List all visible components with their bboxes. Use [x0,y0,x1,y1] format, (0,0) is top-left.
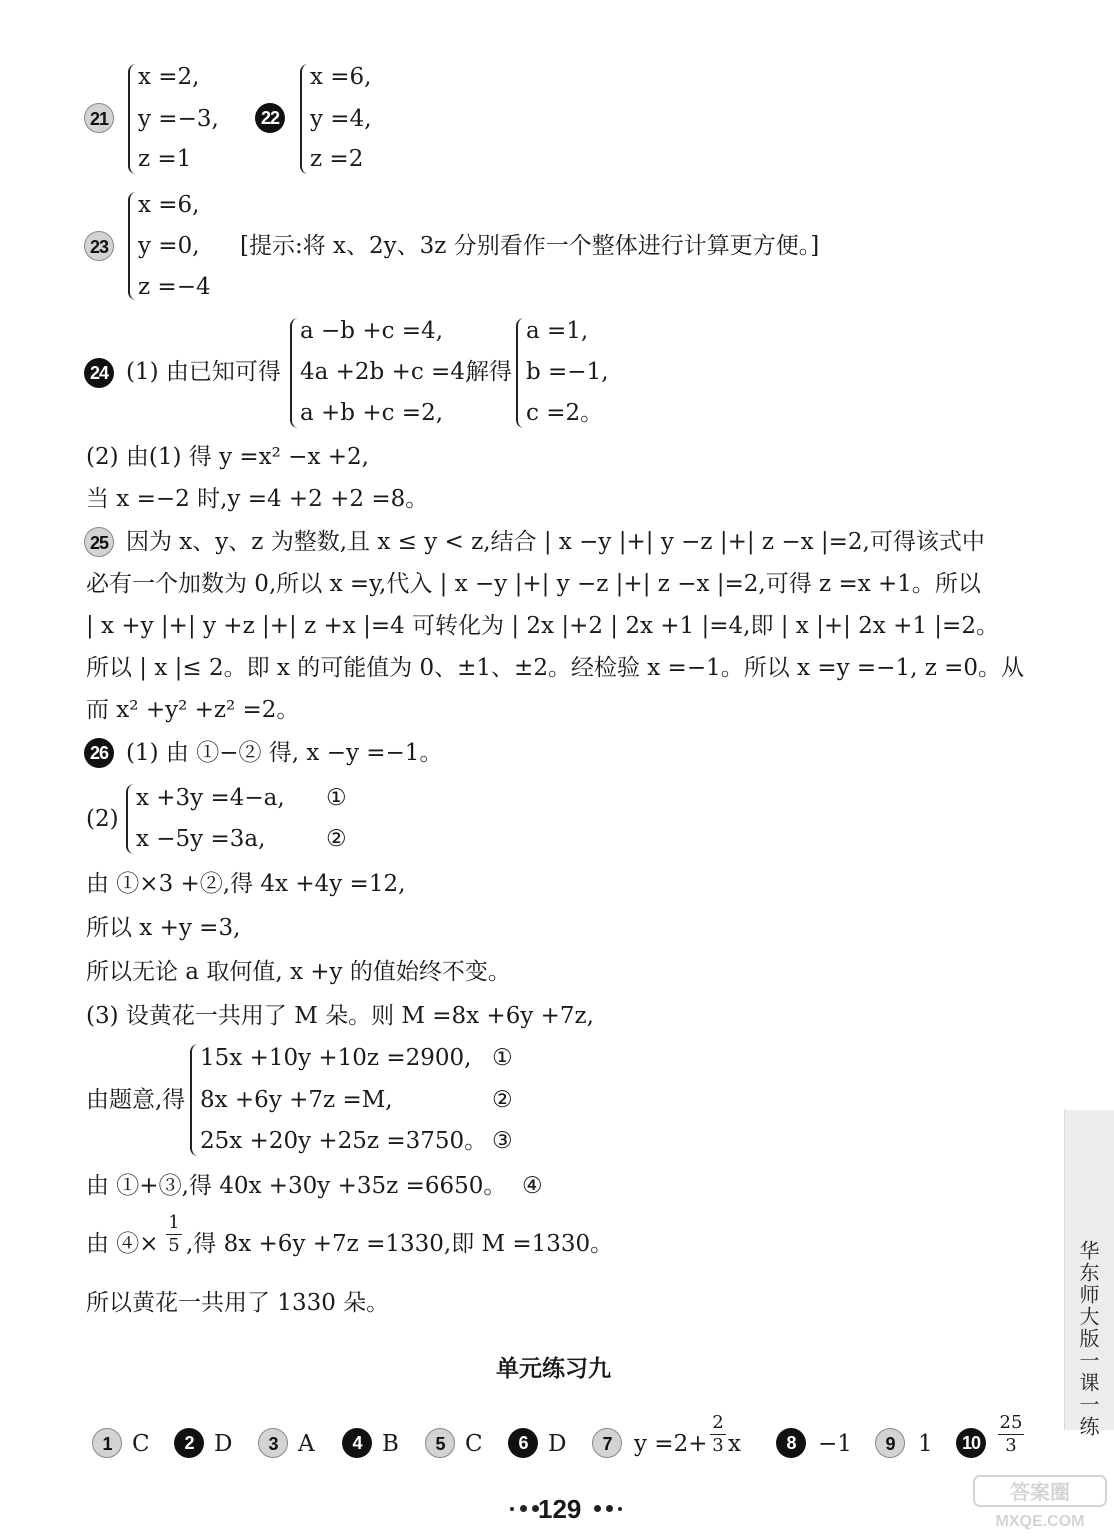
answer-text: 所以无论 a 取何值, x +y 的值始终不变。 [86,959,511,985]
section-title: 单元练习九 [496,1356,611,1382]
decor-dot [510,1507,514,1511]
answer-number-6: 6 [508,1428,538,1458]
equation-marker: ① [492,1045,513,1071]
question-number-26: 26 [84,738,114,768]
fraction-denominator: 3 [712,1435,724,1456]
system-brace [126,784,136,854]
equation-line: x =6, [310,64,372,90]
equation-line: x −5y =3a, [136,826,266,852]
equation-marker: ④ [522,1173,543,1199]
answer-text: 由题意,得 [86,1087,186,1113]
answer-text: 由 ④× [86,1231,159,1257]
fraction [166,1214,182,1255]
equation-line: x =6, [138,192,200,218]
equation-marker: ① [326,785,347,811]
equation-line: a =1, [526,318,589,344]
answer-value: −1 [818,1431,852,1457]
answer-number-9: 9 [875,1428,905,1458]
decor-dot [594,1505,601,1512]
answer-number-10: 10 [956,1428,986,1458]
page-number: 129 [538,1494,582,1524]
system-brace [300,64,310,174]
equation-line: z =−4 [138,274,211,300]
answer-text: 解得 [466,359,512,385]
equation-line: a −b +c =4, [300,318,444,344]
decor-dot [606,1505,613,1512]
fraction [998,1414,1024,1455]
answer-text: (2) [86,806,119,832]
equation-line: a +b +c =2, [300,400,444,426]
answer-value: 1 [918,1431,933,1457]
answer-text: (2) 由(1) 得 y =x² −x +2, [86,444,369,470]
question-number-22: 22 [255,103,285,133]
answer-value: C [465,1431,483,1457]
answer-value: D [214,1431,233,1457]
fraction-numerator: 2 [712,1412,724,1433]
answer-text: 而 x² +y² +z² =2。 [86,697,300,723]
equation-line: y =−3, [138,106,219,132]
answer-number-3: 3 [258,1428,288,1458]
answer-text: (1) 由 ①−② 得, x −y =−1。 [126,740,443,766]
answer-value: y =2+ [634,1431,708,1457]
equation-line: x =2, [138,64,200,90]
answer-text: 由 ①+③,得 40x +30y +35z =6650。 [86,1173,507,1199]
answer-text: 所以 | x |≤ 2。即 x 的可能值为 0、±1、±2。经检验 x =−1。所以 x =y =−1, z =0。从 [86,655,1025,681]
question-number-21: 21 [84,103,114,133]
equation-marker: ② [492,1087,513,1113]
equation-line: c =2。 [526,400,604,426]
equation-marker: ② [326,826,347,852]
answer-number-4: 4 [342,1428,372,1458]
answer-value: C [132,1431,150,1457]
hint-text: [提示:将 x、2y、3z 分别看作一个整体进行计算更方便。] [240,233,820,259]
answer-number-1: 1 [92,1428,122,1458]
equation-line: 25x +20y +25z =3750。 [200,1128,488,1154]
answer-value: B [382,1431,399,1457]
answer-text: | x +y |+| y +z |+| z +x |=4 可转化为 | 2x |+2 | 2x +1 |=4,即 | x |+| 2x +1 |=2。 [86,613,999,639]
equation-line: 8x +6y +7z =M, [200,1087,393,1113]
answer-text: 因为 x、y、z 为整数,且 x ≤ y < z,结合 | x −y |+| y −z |+| z −x |=2,可得该式中 [126,529,985,555]
question-number-24: 24 [84,358,114,388]
fraction-numerator: 25 [999,1412,1023,1433]
system-brace [516,318,526,428]
question-number-23: 23 [84,231,114,261]
equation-line: 4a +2b +c =4, [300,359,473,385]
answer-text: 必有一个加数为 0,所以 x =y,代入 | x −y |+| y −z |+| z −x |=2,可得 z =x +1。所以 [86,571,981,597]
answer-value: A [298,1431,315,1457]
svg-text:MXQE.COM: MXQE.COM [995,1513,1085,1530]
fraction-numerator: 1 [168,1212,180,1233]
equation-line: b =−1, [526,359,609,385]
fraction [710,1414,726,1455]
answer-text: 所以 x +y =3, [86,915,241,941]
fraction-denominator: 5 [168,1235,180,1256]
fraction-denominator: 3 [1005,1435,1017,1456]
system-brace [128,192,138,300]
book-series-label: 华东师大版一课一练 [1076,1240,1100,1438]
answer-text: (3) 设黄花一共用了 M 朵。则 M =8x +6y +7z, [86,1003,594,1029]
answer-number-2: 2 [174,1428,204,1458]
watermark-logo [970,1470,1110,1532]
equation-marker: ③ [492,1128,513,1154]
answer-number-8: 8 [776,1428,806,1458]
system-brace [128,64,138,174]
equation-line: x +3y =4−a, [136,785,285,811]
answer-number-7: 7 [592,1428,622,1458]
answer-text: 当 x =−2 时,y =4 +2 +2 =8。 [86,486,429,512]
answer-text: 所以黄花一共用了 1330 朵。 [86,1290,390,1316]
answer-text: (1) 由已知可得 [126,359,281,385]
decor-dot [618,1507,622,1511]
equation-line: 15x +10y +10z =2900, [200,1045,472,1071]
system-brace [190,1044,200,1156]
system-brace [290,318,300,428]
equation-line: y =0, [138,233,200,259]
equation-line: z =2 [310,146,364,172]
decor-dot [520,1505,527,1512]
answer-value: x [728,1431,741,1457]
equation-line: y =4, [310,106,372,132]
equation-line: z =1 [138,146,192,172]
answer-text: ,得 8x +6y +7z =1330,即 M =1330。 [186,1231,614,1257]
answer-text: 由 ①×3 +②,得 4x +4y =12, [86,871,406,897]
question-number-25: 25 [84,527,114,557]
answer-value: D [548,1431,567,1457]
svg-text:答案圈: 答案圈 [1010,1480,1070,1504]
answer-number-5: 5 [425,1428,455,1458]
